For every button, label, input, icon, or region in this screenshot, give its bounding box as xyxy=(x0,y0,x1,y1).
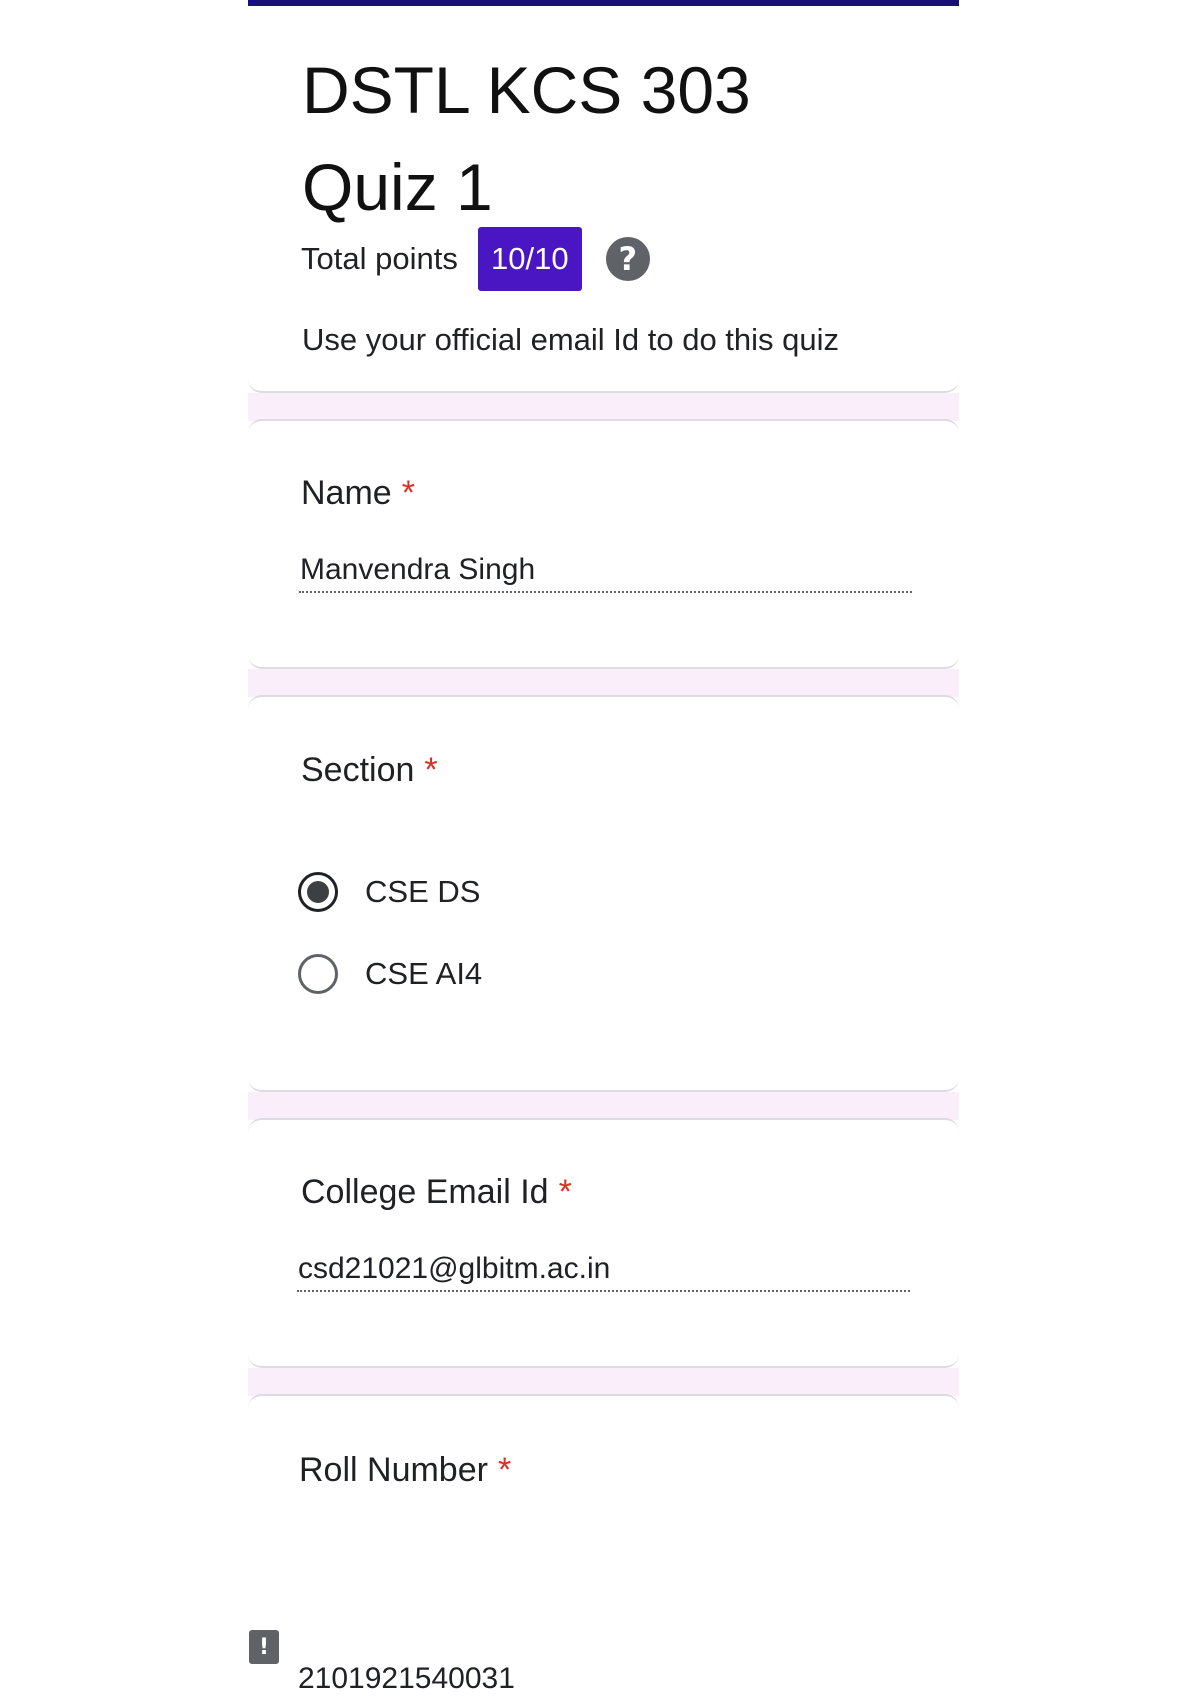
total-points-label: Total points xyxy=(301,241,458,276)
required-asterisk: * xyxy=(424,751,438,789)
question-title-roll-number xyxy=(299,1451,511,1490)
radio-label: CSE DS xyxy=(365,874,481,909)
question-label: Roll Number xyxy=(299,1451,488,1489)
required-asterisk: * xyxy=(558,1173,572,1211)
card-gap xyxy=(248,1092,959,1120)
card-divider xyxy=(248,1076,959,1092)
card-gap xyxy=(248,669,959,697)
card-divider xyxy=(248,1118,959,1134)
help-icon[interactable]: ? xyxy=(606,237,650,281)
form-header-card xyxy=(248,6,959,424)
roll-number-answer: 2101921540031 xyxy=(298,1662,515,1695)
question-label: College Email Id xyxy=(301,1173,549,1211)
card-divider xyxy=(248,377,959,393)
question-label: Section xyxy=(301,751,415,789)
form-page xyxy=(248,0,959,1698)
required-asterisk: * xyxy=(401,474,415,512)
radio-label: CSE AI4 xyxy=(365,956,483,991)
name-answer-underline xyxy=(299,591,912,593)
report-icon[interactable]: ! xyxy=(249,1630,279,1664)
radio-option-cse-ai4[interactable] xyxy=(298,949,482,999)
question-title-section xyxy=(301,751,438,790)
form-title: DSTL KCS 303 Quiz 1 xyxy=(302,53,751,224)
question-label: Name xyxy=(301,474,392,512)
total-points-row xyxy=(301,226,650,292)
email-answer: csd21021@glbitm.ac.in xyxy=(298,1252,611,1285)
email-answer-underline xyxy=(297,1290,910,1292)
name-answer: Manvendra Singh xyxy=(300,553,536,586)
radio-button-unchecked[interactable] xyxy=(298,954,338,994)
radio-option-cse-ds[interactable] xyxy=(298,867,480,917)
radio-selected-dot xyxy=(307,881,329,903)
card-gap xyxy=(248,1368,959,1396)
radio-button-checked[interactable] xyxy=(298,872,338,912)
card-gap xyxy=(248,393,959,421)
card-divider xyxy=(248,653,959,669)
card-divider xyxy=(248,1394,959,1410)
score-badge: 10/10 xyxy=(478,227,582,291)
form-description: Use your official email Id to do this quiz xyxy=(302,322,840,357)
card-divider xyxy=(248,419,959,435)
card-divider xyxy=(248,1352,959,1368)
question-title-name xyxy=(301,474,415,513)
required-asterisk: * xyxy=(497,1451,512,1489)
question-title-email xyxy=(301,1173,572,1212)
card-divider xyxy=(248,695,959,711)
